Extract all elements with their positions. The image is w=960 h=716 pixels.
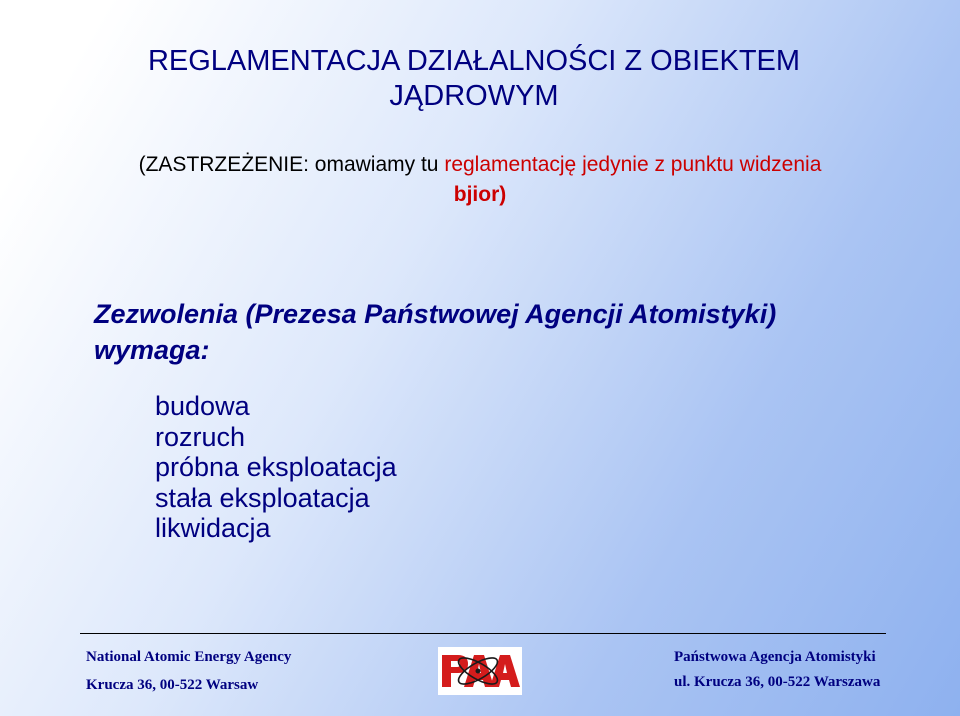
list-item: rozruch <box>155 421 246 452</box>
footer-divider <box>80 633 886 634</box>
lead-line-1: Zezwolenia (Prezesa Państwowej Agencji Atomistyki) <box>94 299 777 329</box>
footer-right-line-1: Państwowa Agencja Atomistyki <box>674 649 876 665</box>
disclaimer-note <box>0 150 960 210</box>
paa-logo <box>438 647 522 695</box>
slide-title <box>0 44 948 114</box>
list-item: próbna eksploatacja <box>155 452 397 482</box>
stages-list <box>155 391 397 544</box>
list-item: budowa <box>155 391 250 421</box>
lead-line-2: wymaga: <box>94 335 210 365</box>
list-item: likwidacja <box>155 513 271 543</box>
note-part-1: (ZASTRZEŻENIE: omawiamy tu <box>138 153 445 176</box>
note-part-3: bjior) <box>453 183 507 206</box>
title-line-1: REGLAMENTACJA DZIAŁALNOŚCI Z OBIEKTEM <box>147 45 801 77</box>
note-part-2: reglamentację jedynie z punktu widzenia <box>444 153 822 176</box>
footer-left-line-2: Krucza 36, 00-522 Warsaw <box>86 677 259 693</box>
list-item: stała eksploatacja <box>155 482 370 513</box>
footer-left-line-1: National Atomic Energy Agency <box>86 649 292 665</box>
atom-nucleus <box>476 669 481 674</box>
title-line-2: JĄDROWYM <box>389 80 559 112</box>
lead-text <box>94 296 934 368</box>
footer-right-line-2: ul. Krucza 36, 00-522 Warszawa <box>674 674 881 690</box>
